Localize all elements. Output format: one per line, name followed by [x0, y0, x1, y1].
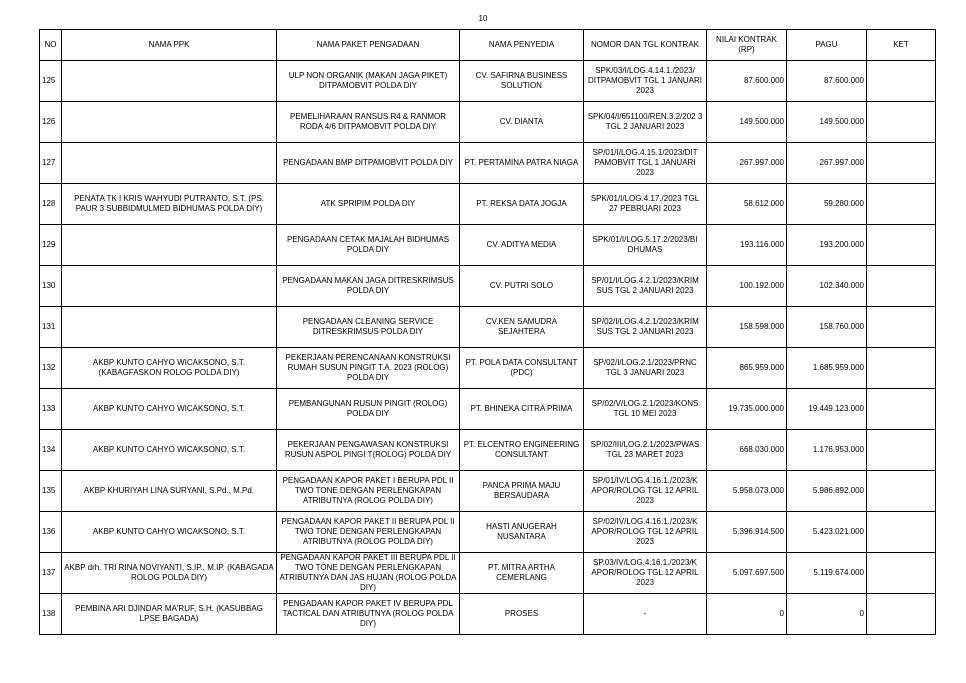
row-nama-ppk — [62, 143, 277, 184]
row-pagu: 5.119.674.000 — [787, 553, 867, 594]
row-nama-penyedia: PROSES — [460, 594, 584, 635]
row-nama-penyedia: CV. ADITYA MEDIA — [460, 225, 584, 266]
row-ket — [867, 143, 936, 184]
row-ket — [867, 348, 936, 389]
row-nilai-kontrak: 87.600.000 — [707, 61, 787, 102]
row-nama-paket: PEKERJAAN PERENCANAAN KONSTRUKSI RUMAH SUSUN PINGIT T.A. 2023 (ROLOG) POLDA DIY — [277, 348, 460, 389]
table-row — [40, 389, 936, 430]
row-ket — [867, 184, 936, 225]
row-nama-penyedia: PT. REKSA DATA JOGJA — [460, 184, 584, 225]
row-nama-ppk: PEMBINA ARI DJINDAR MA'RUF, S.H. (KASUBBAG LPSE BAGADA) — [62, 594, 277, 635]
row-number: 130 — [40, 266, 62, 307]
row-ket — [867, 430, 936, 471]
row-pagu: 0 — [787, 594, 867, 635]
table-row — [40, 225, 936, 266]
row-nama-ppk — [62, 225, 277, 266]
row-ket — [867, 553, 936, 594]
row-nilai-kontrak: 100.192.000 — [707, 266, 787, 307]
row-nama-ppk: PENATA TK I KRIS WAHYUDI PUTRANTO, S.T. (PS. PAUR 3 SUBBIDMULMED BIDHUMAS POLDA DIY) — [62, 184, 277, 225]
row-nilai-kontrak: 5.958.073.000 — [707, 471, 787, 512]
table-row — [40, 184, 936, 225]
row-nama-ppk — [62, 102, 277, 143]
row-ket — [867, 307, 936, 348]
row-number: 131 — [40, 307, 62, 348]
header-nilai-kontrak: NILAI KONTRAK (RP) — [707, 30, 787, 61]
table-row — [40, 553, 936, 594]
row-nama-penyedia: PT. POLA DATA CONSULTANT (PDC) — [460, 348, 584, 389]
row-number: 125 — [40, 61, 62, 102]
row-nilai-kontrak: 865.959.000 — [707, 348, 787, 389]
row-nomor-kontrak: - — [584, 594, 707, 635]
table-row — [40, 266, 936, 307]
row-number: 128 — [40, 184, 62, 225]
row-nama-ppk — [62, 61, 277, 102]
row-nama-penyedia: CV. DIANTA — [460, 102, 584, 143]
row-nilai-kontrak: 267.997.000 — [707, 143, 787, 184]
table-row — [40, 61, 936, 102]
row-number: 137 — [40, 553, 62, 594]
row-pagu: 1.685.959.000 — [787, 348, 867, 389]
row-nama-penyedia: CV.KEN SAMUDRA SEJAHTERA — [460, 307, 584, 348]
row-nama-paket: PENGADAAN MAKAN JAGA DITRESKRIMSUS POLDA DIY — [277, 266, 460, 307]
row-nilai-kontrak: 5.396.914.500 — [707, 512, 787, 553]
row-nama-ppk: AKBP drh. TRI RINA NOVIYANTI, S.IP., M.IP. (KABAGADA ROLOG POLDA DIY) — [62, 553, 277, 594]
table-row — [40, 471, 936, 512]
row-nomor-kontrak: SPK/01/I/LOG.4.17./2023 TGL 27 PEBRUARI 2023 — [584, 184, 707, 225]
header-ket: KET — [867, 30, 936, 61]
table-row — [40, 143, 936, 184]
row-nama-penyedia: PT. ELCENTRO ENGINEERING CONSULTANT — [460, 430, 584, 471]
row-nomor-kontrak: SP/01/IV/LOG.4.16.1./2023/K APOR/ROLOG TGL 12 APRIL 2023 — [584, 471, 707, 512]
table-row — [40, 512, 936, 553]
row-nama-paket: ATK SPRIPIM POLDA DIY — [277, 184, 460, 225]
row-nilai-kontrak: 0 — [707, 594, 787, 635]
row-nomor-kontrak: SP/02/I/LOG.2.1/2023/PRNC TGL 3 JANUARI 2023 — [584, 348, 707, 389]
header-nomor-kontrak: NOMOR DAN TGL KONTRAK — [584, 30, 707, 61]
row-ket — [867, 102, 936, 143]
row-number: 135 — [40, 471, 62, 512]
row-nama-ppk — [62, 266, 277, 307]
table-row — [40, 102, 936, 143]
row-nama-ppk — [62, 307, 277, 348]
row-nilai-kontrak: 158.598.000 — [707, 307, 787, 348]
row-nama-penyedia: PT. BHINEKA CITRA PRIMA — [460, 389, 584, 430]
row-nama-ppk: AKBP KUNTO CAHYO WICAKSONO, S.T. — [62, 389, 277, 430]
row-nama-penyedia: PANCA PRIMA MAJU BERSAUDARA — [460, 471, 584, 512]
table-row — [40, 348, 936, 389]
row-nilai-kontrak: 19.735.000.000 — [707, 389, 787, 430]
row-number: 129 — [40, 225, 62, 266]
row-number: 126 — [40, 102, 62, 143]
row-nama-paket: PENGADAAN KAPOR PAKET II BERUPA PDL II TWO TONE DENGAN PERLENGKAPAN ATRIBUTNYA (ROLOG POLDA DIY) — [277, 512, 460, 553]
row-ket — [867, 594, 936, 635]
row-nama-ppk: AKBP KUNTO CAHYO WICAKSONO, S.T. — [62, 512, 277, 553]
row-nama-penyedia: CV. SAFIRNA BUSINESS SOLUTION — [460, 61, 584, 102]
row-nama-paket: PEMBANGUNAN RUSUN PINGIT (ROLOG) POLDA DIY — [277, 389, 460, 430]
row-number: 132 — [40, 348, 62, 389]
row-nomor-kontrak: SP.03/IV/LOG.4.16.1./2023/K APOR/ROLOG TGL 12 APRIL 2023 — [584, 553, 707, 594]
row-nomor-kontrak: SP/01/I/LOG.4.2.1/2023/KRIM SUS TGL 2 JANUARI 2023 — [584, 266, 707, 307]
row-nama-penyedia: PT. MITRA ARTHA CEMERLANG — [460, 553, 584, 594]
row-number: 136 — [40, 512, 62, 553]
row-pagu: 102.340.000 — [787, 266, 867, 307]
table-row — [40, 430, 936, 471]
row-nomor-kontrak: SP/01/I/LOG.4.15.1/2023/DIT PAMOBVIT TGL 1 JANUARI 2023 — [584, 143, 707, 184]
row-nama-paket: PENGADAAN KAPOR PAKET IV BERUPA PDL TACTICAL DAN ATRIBUTNYA (ROLOG POLDA DIY) — [277, 594, 460, 635]
row-nomor-kontrak: SPK/03/I/LOG.4.14.1./2023/ DITPAMOBVIT TGL 1 JANUARI 2023 — [584, 61, 707, 102]
row-pagu: 267.997.000 — [787, 143, 867, 184]
row-nilai-kontrak: 668.030.000 — [707, 430, 787, 471]
row-pagu: 59.280.000 — [787, 184, 867, 225]
row-nama-paket: PENGADAAN BMP DITPAMOBVIT POLDA DIY — [277, 143, 460, 184]
row-nomor-kontrak: SPK/04/I/651100/REN.3.2/202 3 TGL 2 JANUARI 2023 — [584, 102, 707, 143]
header-pagu: PAGU — [787, 30, 867, 61]
row-pagu: 149.500.000 — [787, 102, 867, 143]
row-nomor-kontrak: SP/02/IV/LOG.4.16.1./2023/K APOR/ROLOG TGL 12 APRIL 2023 — [584, 512, 707, 553]
row-number: 138 — [40, 594, 62, 635]
table-row — [40, 594, 936, 635]
row-nama-ppk: AKBP KUNTO CAHYO WICAKSONO, S.T. (KABAGFASKON ROLOG POLDA DIY) — [62, 348, 277, 389]
row-ket — [867, 471, 936, 512]
row-ket — [867, 61, 936, 102]
row-ket — [867, 512, 936, 553]
row-nama-paket: PEKERJAAN PENGAWASAN KONSTRUKSI RUSUN ASPOL PINGI T(ROLOG) POLDA DIY — [277, 430, 460, 471]
procurement-table — [39, 29, 936, 635]
row-number: 133 — [40, 389, 62, 430]
row-number: 127 — [40, 143, 62, 184]
row-nama-ppk: AKBP KHURIYAH LINA SURYANI, S.Pd., M.Pd. — [62, 471, 277, 512]
row-ket — [867, 389, 936, 430]
row-nama-paket: ULP NON ORGANIK (MAKAN JAGA PIKET) DITPAMOBVIT POLDA DIY — [277, 61, 460, 102]
row-nilai-kontrak: 58.612.000 — [707, 184, 787, 225]
header-no: NO — [40, 30, 62, 61]
row-nama-penyedia: CV. PUTRI SOLO — [460, 266, 584, 307]
row-pagu: 19.449.123.000 — [787, 389, 867, 430]
row-nilai-kontrak: 193.116.000 — [707, 225, 787, 266]
header-row — [40, 30, 936, 61]
row-nama-paket: PENGADAAN KAPOR PAKET III BERUPA PDL II TWO TONE DENGAN PERLENGKAPAN ATRIBUTNYA DAN JAS HUJAN (ROLOG POLDA DIY) — [277, 553, 460, 594]
row-ket — [867, 225, 936, 266]
row-pagu: 1.176.953.000 — [787, 430, 867, 471]
row-nomor-kontrak: SPK/01/I/LOG.5.17.2/2023/BI DHUMAS — [584, 225, 707, 266]
row-number: 134 — [40, 430, 62, 471]
header-nama-penyedia: NAMA PENYEDIA — [460, 30, 584, 61]
row-nama-ppk: AKBP KUNTO CAHYO WICAKSONO, S.T. — [62, 430, 277, 471]
page-number: 10 — [478, 14, 488, 23]
row-pagu: 158.760.000 — [787, 307, 867, 348]
header-nama-ppk: NAMA PPK — [62, 30, 277, 61]
row-ket — [867, 266, 936, 307]
row-pagu: 87.600.000 — [787, 61, 867, 102]
row-nomor-kontrak: SP/02/III/LOG.2.1/2023/PWAS TGL 23 MARET 2023 — [584, 430, 707, 471]
row-nilai-kontrak: 5.097.697.500 — [707, 553, 787, 594]
row-nama-penyedia: PT. PERTAMINA PATRA NIAGA — [460, 143, 584, 184]
header-nama-paket: NAMA PAKET PENGADAAN — [277, 30, 460, 61]
row-nomor-kontrak: SP/02/V/LOG.2.1/2023/KONS TGL 10 MEI 2023 — [584, 389, 707, 430]
table-row — [40, 307, 936, 348]
row-nama-penyedia: HASTI ANUGERAH NUSANTARA — [460, 512, 584, 553]
row-pagu: 5.986.892.000 — [787, 471, 867, 512]
row-nilai-kontrak: 149.500.000 — [707, 102, 787, 143]
row-pagu: 193.200.000 — [787, 225, 867, 266]
row-nama-paket: PENGADAAN KAPOR PAKET I BERUPA PDL II TWO TONE DENGAN PERLENGKAPAN ATRIBUTNYA (ROLOG POLDA DIY) — [277, 471, 460, 512]
row-nama-paket: PENGADAAN CLEANING SERVICE DITRESKRIMSUS POLDA DIY — [277, 307, 460, 348]
row-nomor-kontrak: SP/02/I/LOG.4.2.1/2023/KRIM SUS TGL 2 JANUARI 2023 — [584, 307, 707, 348]
row-nama-paket: PENGADAAN CETAK MAJALAH BIDHUMAS POLDA DIY — [277, 225, 460, 266]
row-pagu: 5.423.021.000 — [787, 512, 867, 553]
row-nama-paket: PEMELIHARAAN RANSUS R4 & RANMOR RODA 4/6 DITPAMOBVIT POLDA DIY — [277, 102, 460, 143]
